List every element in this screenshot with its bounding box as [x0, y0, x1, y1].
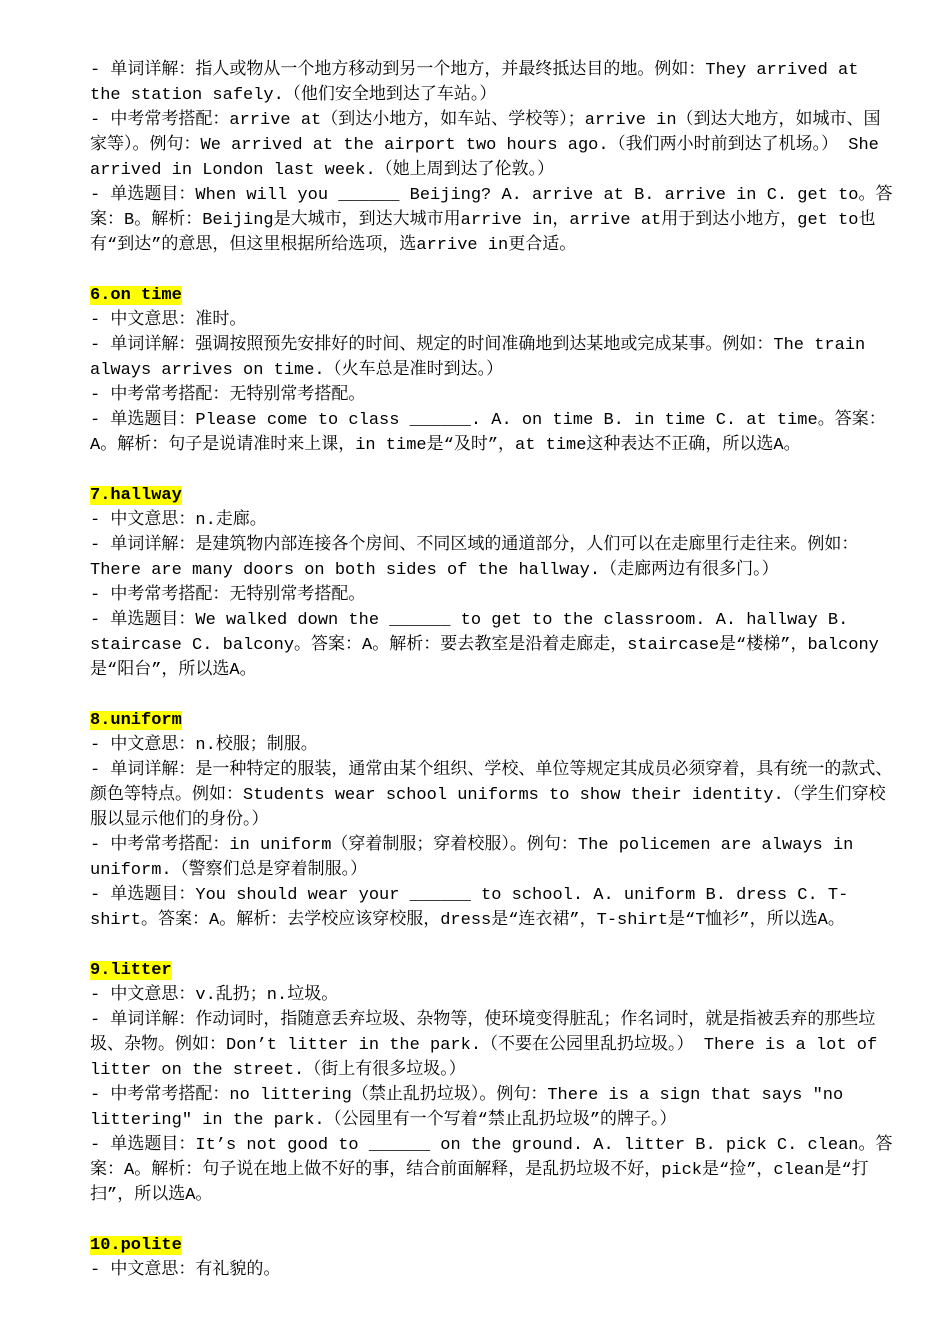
entry-line: - 单选题目：We walked down the ______ to get to the classroom. A. hallway B. staircase C. balcony。答案：A。解析：要去教室是沿着走廊走，staircase是“楼梯”，balcony是“阳台”，所以选A。	[90, 611, 879, 680]
entry-heading	[90, 708, 894, 733]
entry-litter	[90, 958, 894, 1208]
entry-line: - 中考常考搭配：无特别常考搭配。	[90, 586, 366, 605]
entry-heading-text: 10.polite	[90, 1236, 182, 1255]
entry-heading-text: 6.on time	[90, 286, 182, 305]
entry-heading-text: 8.uniform	[90, 711, 182, 730]
entry-hallway	[90, 483, 894, 683]
intro-block	[90, 58, 894, 258]
entry-line: - 中文意思：v.乱扔；n.垃圾。	[90, 986, 339, 1005]
entry-line: - 单词详解：作动词时，指随意丢弃垃圾、杂物等，使环境变得脏乱；作名词时，就是指被丢弃的那些垃圾、杂物。例如：Don’t litter in the park.（不要在公园里乱扔垃圾。） There is a lot of litter on the street.（街上有很多垃圾。）	[90, 1011, 878, 1080]
intro-line: - 中考常考搭配：arrive at（到达小地方，如车站、学校等）；arrive in（到达大地方，如城市、国家等）。例句：We arrived at the airport two hours ago.（我们两小时前到达了机场。） She arrived in London last week.（她上周到达了伦敦。）	[90, 111, 881, 180]
entry-line: - 单词详解：是建筑物内部连接各个房间、不同区域的通道部分，人们可以在走廊里行走往来。例如：There are many doors on both sides of the hallway.（走廊两边有很多门。）	[90, 536, 859, 580]
entry-heading	[90, 283, 894, 308]
entry-line: - 中文意思：n.走廊。	[90, 511, 267, 530]
intro-line: - 单选题目：When will you ______ Beijing? A. arrive at B. arrive in C. get to。答案：B。解析：Beijing是大城市，到达大城市用arrive in，arrive at用于到达小地方，get to也有“到达”的意思，但这里根据所给选项，选arrive in更合适。	[90, 186, 893, 255]
entry-uniform	[90, 708, 894, 933]
entry-heading-text: 7.hallway	[90, 486, 182, 505]
entry-line: - 单选题目：You should wear your ______ to school. A. uniform B. dress C. T-shirt。答案：A。解析：去学校应该穿校服，dress是“连衣裙”，T-shirt是“T恤衫”，所以选A。	[90, 886, 849, 930]
entry-heading	[90, 1233, 894, 1258]
entry-line: - 中文意思：准时。	[90, 311, 247, 330]
entry-line: - 中考常考搭配：in uniform（穿着制服；穿着校服）。例句：The policemen are always in uniform.（警察们总是穿着制服。）	[90, 836, 854, 880]
entry-line: - 中文意思：n.校服；制服。	[90, 736, 318, 755]
intro-line: - 单词详解：指人或物从一个地方移动到另一个地方，并最终抵达目的地。例如：They arrived at the station safely.（他们安全地到达了车站。）	[90, 61, 859, 105]
entry-line: - 中考常考搭配：无特别常考搭配。	[90, 386, 366, 405]
entry-heading-text: 9.litter	[90, 961, 172, 980]
entry-line: - 单选题目：It’s not good to ______ on the ground. A. litter B. pick C. clean。答案：A。解析：句子说在地上做不好的事，结合前面解释，是乱扔垃圾不好，pick是“捡”，clean是“打扫”，所以选A。	[90, 1136, 893, 1205]
entry-line: - 中考常考搭配：no littering（禁止乱扔垃圾）。例句：There is a sign that says "no littering" in the park.（公园里有一个写着“禁止乱扔垃圾”的牌子。）	[90, 1086, 844, 1130]
entry-line: - 单词详解：是一种特定的服装，通常由某个组织、学校、单位等规定其成员必须穿着，具有统一的款式、颜色等特点。例如：Students wear school uniforms to show their identity.（学生们穿校服以显示他们的身份。）	[90, 761, 893, 830]
entry-line: - 单选题目：Please come to class ______. A. on time B. in time C. at time。答案：A。解析：句子是说请准时来上课，in time是“及时”，at time这种表达不正确，所以选A。	[90, 411, 886, 455]
entry-line: - 中文意思：有礼貌的。	[90, 1261, 281, 1280]
entry-on-time	[90, 283, 894, 458]
entry-line: - 单词详解：强调按照预先安排好的时间、规定的时间准确地到达某地或完成某事。例如：The train always arrives on time.（火车总是准时到达。）	[90, 336, 866, 380]
entry-polite	[90, 1233, 894, 1283]
entry-heading	[90, 483, 894, 508]
entry-heading	[90, 958, 894, 983]
